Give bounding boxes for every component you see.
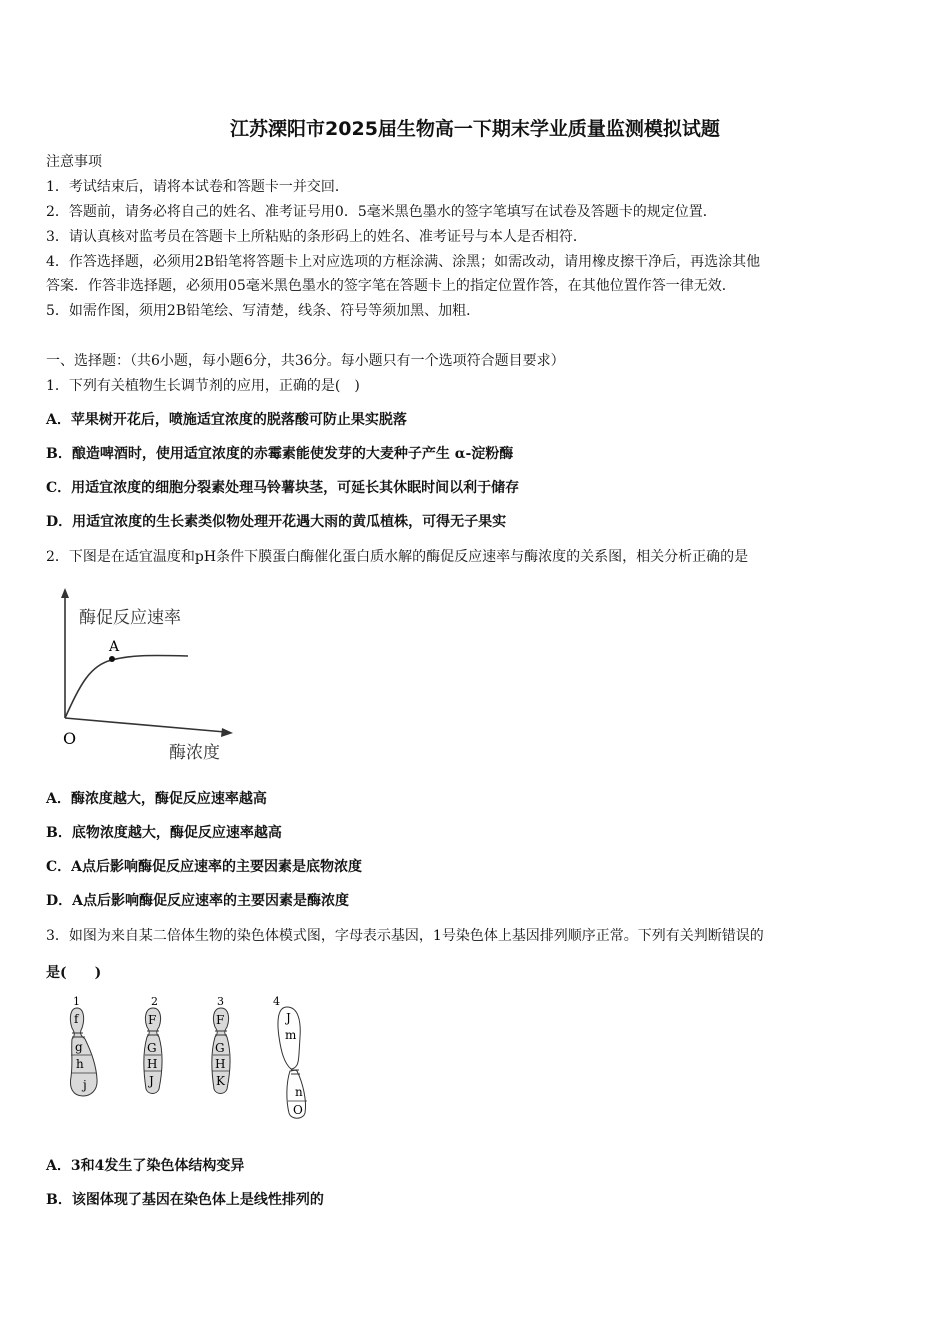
- chromosome-2-number: 2: [151, 995, 158, 1008]
- gene-n: n: [295, 1085, 303, 1099]
- x-axis-label: 酶浓度: [169, 743, 220, 763]
- q3-option-a: A．3和4发生了染色体结构变异: [46, 1158, 245, 1174]
- gene-j: j: [83, 1078, 87, 1092]
- gene-G: G: [147, 1041, 157, 1055]
- notice-item-2: 2．答题前，请务必将自己的姓名、准考证号用0．5毫米黑色墨水的签字笔填写在试卷及答题卡的规定位置．: [46, 204, 717, 220]
- gene-H: H: [147, 1057, 158, 1071]
- gene-f: f: [74, 1012, 79, 1026]
- enzyme-rate-graph: [55, 585, 245, 767]
- y-axis-arrow: [61, 588, 69, 598]
- chromosome-3: [212, 995, 230, 1094]
- chromosome-1: [70, 995, 97, 1096]
- q1-stem: 1．下列有关植物生长调节剂的应用，正确的是( ): [46, 378, 360, 394]
- gene-H-3: H: [215, 1057, 226, 1071]
- point-a-marker: [109, 656, 115, 662]
- chromosome-4-number: 4: [273, 995, 280, 1008]
- q3-option-b: B．该图体现了基因在染色体上是线性排列的: [46, 1192, 324, 1208]
- q3-stem-line2: 是( ): [46, 965, 102, 981]
- q2-option-c: C．A点后影响酶促反应速率的主要因素是底物浓度: [46, 859, 363, 875]
- x-axis-arrow: [221, 728, 233, 737]
- q2-option-b: B．底物浓度越大，酶促反应速率越高: [46, 825, 282, 841]
- origin-label: O: [63, 729, 77, 748]
- notice-item-4: 4．作答选择题，必须用2B铅笔将答题卡上对应选项的方框涂满、涂黑；如需改动，请用橡皮擦干净后，再选涂其他: [46, 254, 761, 270]
- q2-option-d: D．A点后影响酶促反应速率的主要因素是酶浓度: [46, 893, 350, 909]
- y-axis-label: 酶促反应速率: [79, 608, 181, 628]
- exam-title: 江苏溧阳市2025届生物高一下期末学业质量监测模拟试题: [230, 118, 720, 140]
- notice-item-4-cont: 答案．作答非选择题，必须用05毫米黑色墨水的签字笔在答题卡上的指定位置作答，在其他位置作答一律无效．: [46, 278, 736, 294]
- chromosome-1-number: 1: [73, 995, 80, 1008]
- chromosome-diagram: [55, 993, 330, 1123]
- gene-J-4: J: [286, 1011, 291, 1025]
- notice-item-1: 1．考试结束后，请将本试卷和答题卡一并交回．: [46, 179, 349, 195]
- q1-option-b: B．酿造啤酒时，使用适宜浓度的赤霉素能使发芽的大麦种子产生 α-淀粉酶: [46, 446, 514, 462]
- chromosome-4: [273, 995, 307, 1118]
- chromosome-3-number: 3: [217, 995, 224, 1008]
- gene-h: h: [76, 1057, 84, 1071]
- section-heading: 一、选择题：（共6小题，每小题6分，共36分。每小题只有一个选项符合题目要求）: [46, 353, 565, 369]
- gene-G-3: G: [215, 1041, 225, 1055]
- gene-K: K: [216, 1074, 225, 1088]
- gene-g: g: [75, 1040, 83, 1054]
- chromosome-2: [144, 995, 162, 1094]
- gene-J: J: [149, 1074, 154, 1088]
- q1-option-d: D．用适宜浓度的生长素类似物处理开花遇大雨的黄瓜植株，可得无子果实: [46, 514, 507, 530]
- rate-curve: [65, 655, 188, 718]
- q1-option-a: A．苹果树开花后，喷施适宜浓度的脱落酸可防止果实脱落: [46, 412, 407, 428]
- q3-stem-line1: 3．如图为来自某二倍体生物的染色体模式图，字母表示基因，1号染色体上基因排列顺序正常。下列有关判断错误的: [46, 928, 764, 944]
- notice-heading: 注意事项: [46, 154, 102, 170]
- gene-O: O: [293, 1103, 303, 1117]
- gene-F: F: [148, 1013, 157, 1027]
- q2-option-a: A．酶浓度越大，酶促反应速率越高: [46, 791, 267, 807]
- notice-item-5: 5．如需作图，须用2B铅笔绘、写清楚，线条、符号等须加黑、加粗．: [46, 303, 481, 319]
- gene-F-3: F: [216, 1013, 225, 1027]
- notice-item-3: 3．请认真核对监考员在答题卡上所粘贴的条形码上的姓名、准考证号与本人是否相符．: [46, 229, 587, 245]
- q1-option-c: C．用适宜浓度的细胞分裂素处理马铃薯块茎，可延长其休眠时间以利于储存: [46, 480, 520, 496]
- x-axis: [65, 718, 225, 732]
- q2-stem: 2．下图是在适宜温度和pH条件下膜蛋白酶催化蛋白质水解的酶促反应速率与酶浓度的关系图，相关分析正确的是: [46, 549, 749, 565]
- gene-m: m: [285, 1028, 297, 1042]
- point-a-label: A: [109, 639, 120, 655]
